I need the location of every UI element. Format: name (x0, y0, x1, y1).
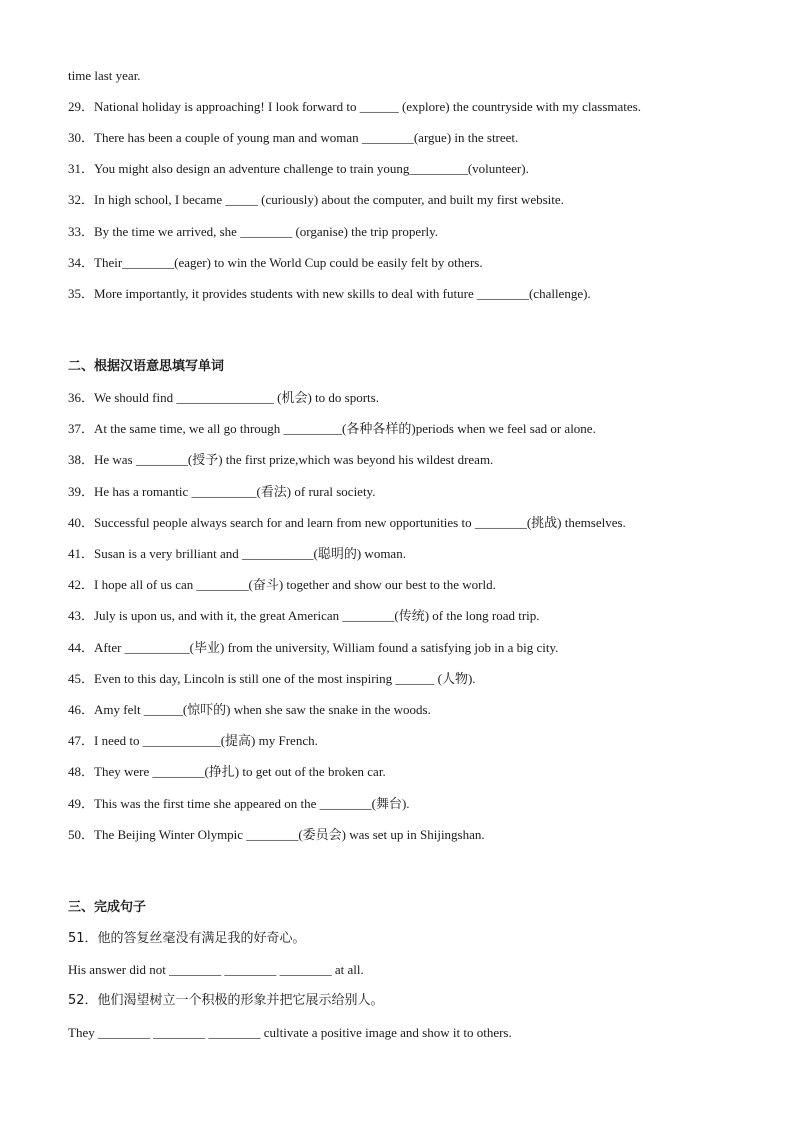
question-52-answer: They ________ ________ ________ cultivate a positive image and show it to others. (68, 1025, 512, 1040)
question-49: 49．This was the first time she appeared on the ________(舞台). (68, 796, 410, 811)
question-52-prompt: 52．他们渴望树立一个积极的形象并把它展示给别人。 (68, 993, 384, 1008)
continued-line: time last year. (68, 68, 141, 83)
question-47: 47．I need to ____________(提高) my French. (68, 733, 318, 748)
question-50: 50．The Beijing Winter Olympic ________(委员会) was set up in Shijingshan. (68, 827, 485, 842)
question-42: 42．I hope all of us can ________(奋斗) together and show our best to the world. (68, 577, 496, 592)
question-45: 45．Even to this day, Lincoln is still one of the most inspiring ______ (人物). (68, 671, 476, 686)
question-51-prompt: 51．他的答复丝毫没有满足我的好奇心。 (68, 931, 306, 946)
section-2-heading: 二、根据汉语意思填写单词 (68, 359, 225, 374)
question-32: 32．In high school, I became _____ (curiously) about the computer, and built my first website. (68, 192, 564, 207)
question-44: 44．After __________(毕业) from the university, William found a satisfying job in a big city. (68, 640, 559, 655)
question-41: 41．Susan is a very brilliant and ___________(聪明的) woman. (68, 546, 406, 561)
question-51-answer: His answer did not ________ ________ ________ at all. (68, 962, 364, 977)
question-40: 40．Successful people always search for and learn from new opportunities to ________(挑战) themselves. (68, 515, 626, 530)
question-43: 43．July is upon us, and with it, the great American ________(传统) of the long road trip. (68, 608, 540, 623)
section-3-heading: 三、完成句子 (68, 900, 147, 915)
question-48: 48．They were ________(挣扎) to get out of the broken car. (68, 764, 386, 779)
question-30: 30．There has been a couple of young man and woman ________(argue) in the street. (68, 130, 519, 145)
question-37: 37．At the same time, we all go through _________(各种各样的)periods when we feel sad or alone. (68, 421, 596, 436)
question-33: 33．By the time we arrived, she ________ (organise) the trip properly. (68, 224, 439, 239)
question-46: 46．Amy felt ______(惊吓的) when she saw the snake in the woods. (68, 702, 431, 717)
question-35: 35．More importantly, it provides students with new skills to deal with future ________(challenge). (68, 286, 591, 301)
question-34: 34．Their________(eager) to win the World Cup could be easily felt by others. (68, 255, 483, 270)
question-31: 31．You might also design an adventure challenge to train young_________(volunteer). (68, 161, 529, 176)
question-36: 36．We should find _______________ (机会) to do sports. (68, 390, 379, 405)
question-38: 38．He was ________(授予) the first prize,which was beyond his wildest dream. (68, 452, 494, 467)
question-29: 29．National holiday is approaching! I look forward to ______ (explore) the countryside with my classmates. (68, 99, 641, 114)
question-39: 39．He has a romantic __________(看法) of rural society. (68, 484, 376, 499)
